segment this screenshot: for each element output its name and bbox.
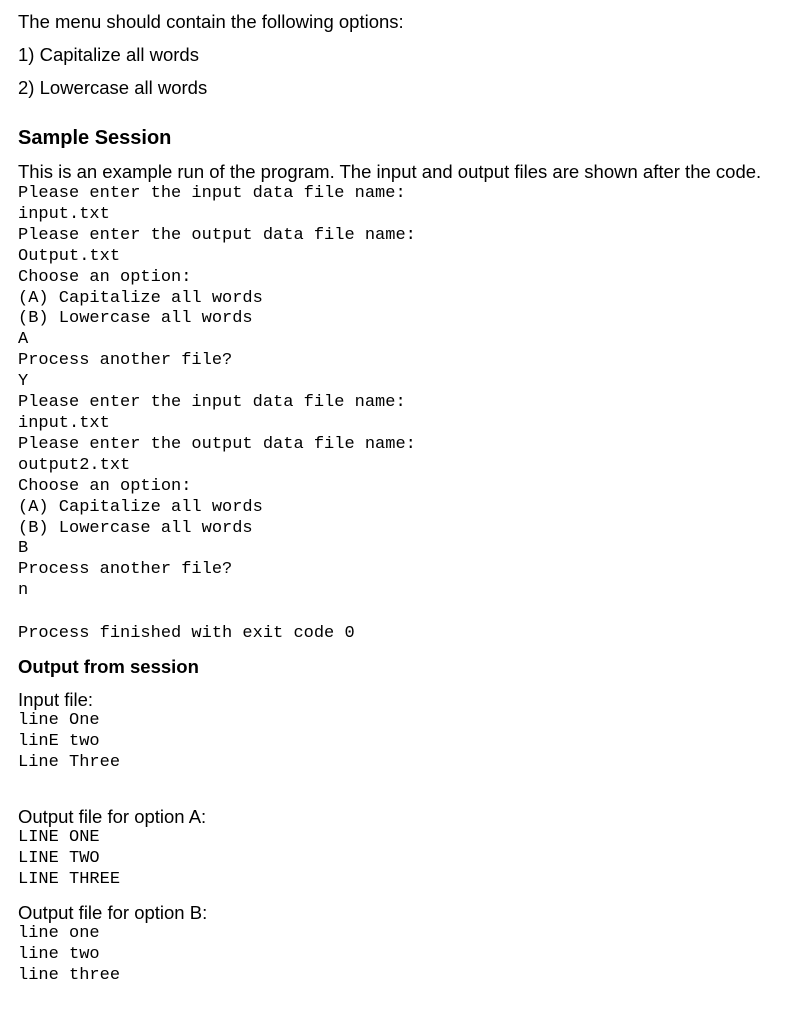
input-file-label: Input file: — [18, 689, 94, 710]
console-line: Choose an option: — [18, 476, 192, 496]
console-line: output2.txt — [18, 455, 131, 475]
menu-option-1: 1) Capitalize all words — [18, 44, 199, 65]
console-line: (B) Lowercase all words — [18, 309, 253, 329]
console-line: Choose an option: — [18, 267, 192, 287]
console-line: A — [18, 330, 29, 350]
option-a-label: Output file for option A: — [18, 806, 207, 827]
console-line: Please enter the input data file name: — [18, 184, 406, 203]
console-line: Please enter the input data file name: — [18, 393, 406, 413]
input-file-contents — [18, 711, 120, 774]
option-a-contents — [18, 828, 120, 891]
console-output — [18, 184, 416, 602]
sample-session-description: This is an example run of the program. The input and output files are shown after the code. — [18, 161, 762, 182]
console-line: Y — [18, 372, 29, 392]
file-line: line One — [18, 711, 100, 730]
output-section-heading: Output from session — [18, 656, 199, 677]
console-line: B — [18, 539, 29, 559]
menu-option-2: 2) Lowercase all words — [18, 77, 208, 98]
file-line: linE two — [18, 731, 100, 751]
console-line: (B) Lowercase all words — [18, 518, 253, 538]
console-line: input.txt — [18, 413, 110, 433]
console-line: n — [18, 581, 29, 601]
console-line: input.txt — [18, 204, 110, 224]
console-line: (A) Capitalize all words — [18, 288, 263, 308]
file-line: LINE ONE — [18, 828, 100, 847]
menu-intro-text: The menu should contain the following options: — [18, 11, 404, 32]
file-line: line two — [18, 944, 100, 964]
file-line: LINE THREE — [18, 869, 121, 889]
console-line: Please enter the output data file name: — [18, 434, 416, 454]
file-line: Line Three — [18, 752, 121, 772]
console-line: (A) Capitalize all words — [18, 497, 263, 517]
option-b-label: Output file for option B: — [18, 902, 208, 923]
console-line: Process another file? — [18, 351, 233, 371]
file-line: line three — [18, 965, 121, 985]
file-line: line one — [18, 924, 100, 943]
console-line: Please enter the output data file name: — [18, 225, 416, 245]
sample-session-heading: Sample Session — [18, 127, 172, 149]
console-line: Process another file? — [18, 560, 233, 580]
option-b-contents — [18, 924, 120, 987]
console-line: Output.txt — [18, 246, 121, 266]
file-line: LINE TWO — [18, 848, 100, 868]
exit-code-line: Process finished with exit code 0 — [18, 624, 355, 643]
